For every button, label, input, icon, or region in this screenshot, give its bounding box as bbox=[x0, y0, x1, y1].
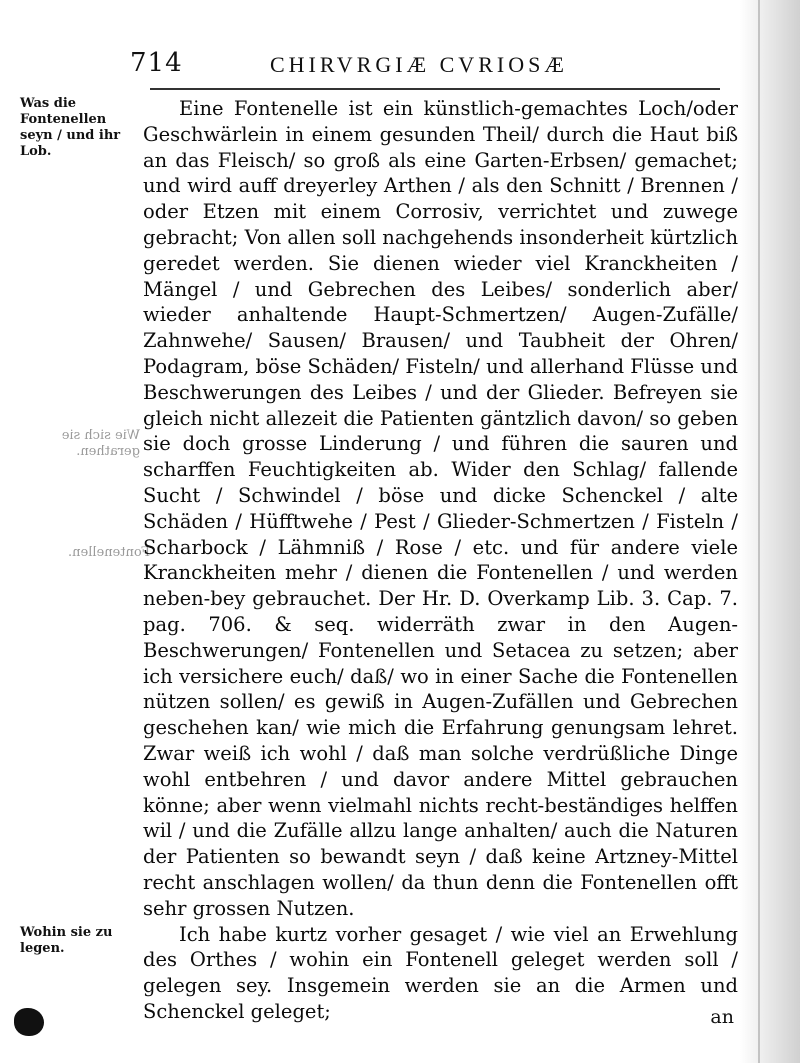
running-title: CHIRVRGIÆ CVRIOSÆ bbox=[270, 52, 568, 77]
paragraph-placement: Ich habe kurtz vorher gesaget / wie viel an Erwehlung des Orthes / wohin ein Fontenell geleget werden soll / gelegen sey. Insgemein werden sie an die Armen und Schenckel geleget; bbox=[143, 922, 738, 1023]
catchword: an bbox=[710, 1006, 734, 1028]
paragraph-fontenelle-description: Eine Fontenelle ist ein künstlich-gemachtes Loch/oder Geschwärlein in einem gesunden Theil/ durch die Haut biß an das Fleisch/ so groß als eine Garten-Erbsen/ gemachet; und wird auff dreyerley Arthen / als den Schnitt / Brennen / oder Etzen mit einem Corrosiv, verrichtet und zuwege gebracht; Von allen soll nachgehends insonderheit kürtzlich geredet werden. Sie dienen wieder viel Kranckheiten / Mängel / und Gebrechen des Leibes/ sonderlich aber/ wieder anhaltende Haupt-Schmertzen/ Augen-Zufälle/ Zahnwehe/ Sausen/ Brausen/ und Taubheit der Ohren/ Podagram, böse Schäden/ Fisteln/ und allerhand Flüsse und Beschwerungen des Leibes / und der Glieder. Befreyen sie gleich nicht allezeit die Patienten gäntzlich davon/ so geben sie doch grosse Linderung / und führen die sauren und scharffen Feuchtigkeiten ab. Wider den Schlag/ fallende Sucht / Schwindel / böse und dicke Schenckel / alte Schäden / Hüfftwehe / Pest / Glieder-Schmertzen / Fisteln / Scharbock / Lähmniß / Rose / etc. und für andere viele Kranckheiten mehr / dienen die Fontenellen / und werden neben-bey gebrauchet. Der Hr. D. Overkamp Lib. 3. Cap. 7. pag. 706. & seq. widerräth zwar in den Augen-Beschwerungen/ Fontenellen und Setacea zu setzen; aber ich versichere euch/ daß/ wo in einer Sache die Fontenellen nützen sollen/ es gewiß in Augen-Zufällen und Gebrechen geschehen kan/ wie mich die Erfahrung genungsam lehret. Zwar weiß ich wohl / daß man solche verdrüßliche Dinge wohl entbehren / und davor andere Mittel gebrauchen könne; aber wenn vielmahl nichts recht-beständiges helffen wil / und die Zufälle allzu lange anhalten/ auch die Naturen der Patienten so bewandt seyn / daß keine Artzney-Mittel recht anschlagen wollen/ da thun denn die Fontenellen offt sehr grossen Nutzen. bbox=[143, 97, 738, 920]
margin-note-bleed-through-2: Fontenellen. bbox=[67, 545, 150, 560]
main-text-block bbox=[143, 96, 738, 1025]
margin-note-fontenelle-definition: Was die Fontenellen seyn / und ihr Lob. bbox=[20, 96, 121, 159]
page-header bbox=[120, 48, 740, 88]
page-number: 714 bbox=[130, 48, 183, 78]
page-fold-line bbox=[758, 0, 760, 1063]
header-rule bbox=[150, 88, 720, 90]
margin-note-placement: Wohin sie zu legen. bbox=[20, 925, 113, 956]
margin-note-bleed-through: Wie sich sie gerathen. bbox=[61, 428, 140, 459]
page-edge-shadow bbox=[740, 0, 800, 1063]
ink-blot-stain bbox=[14, 1008, 44, 1036]
